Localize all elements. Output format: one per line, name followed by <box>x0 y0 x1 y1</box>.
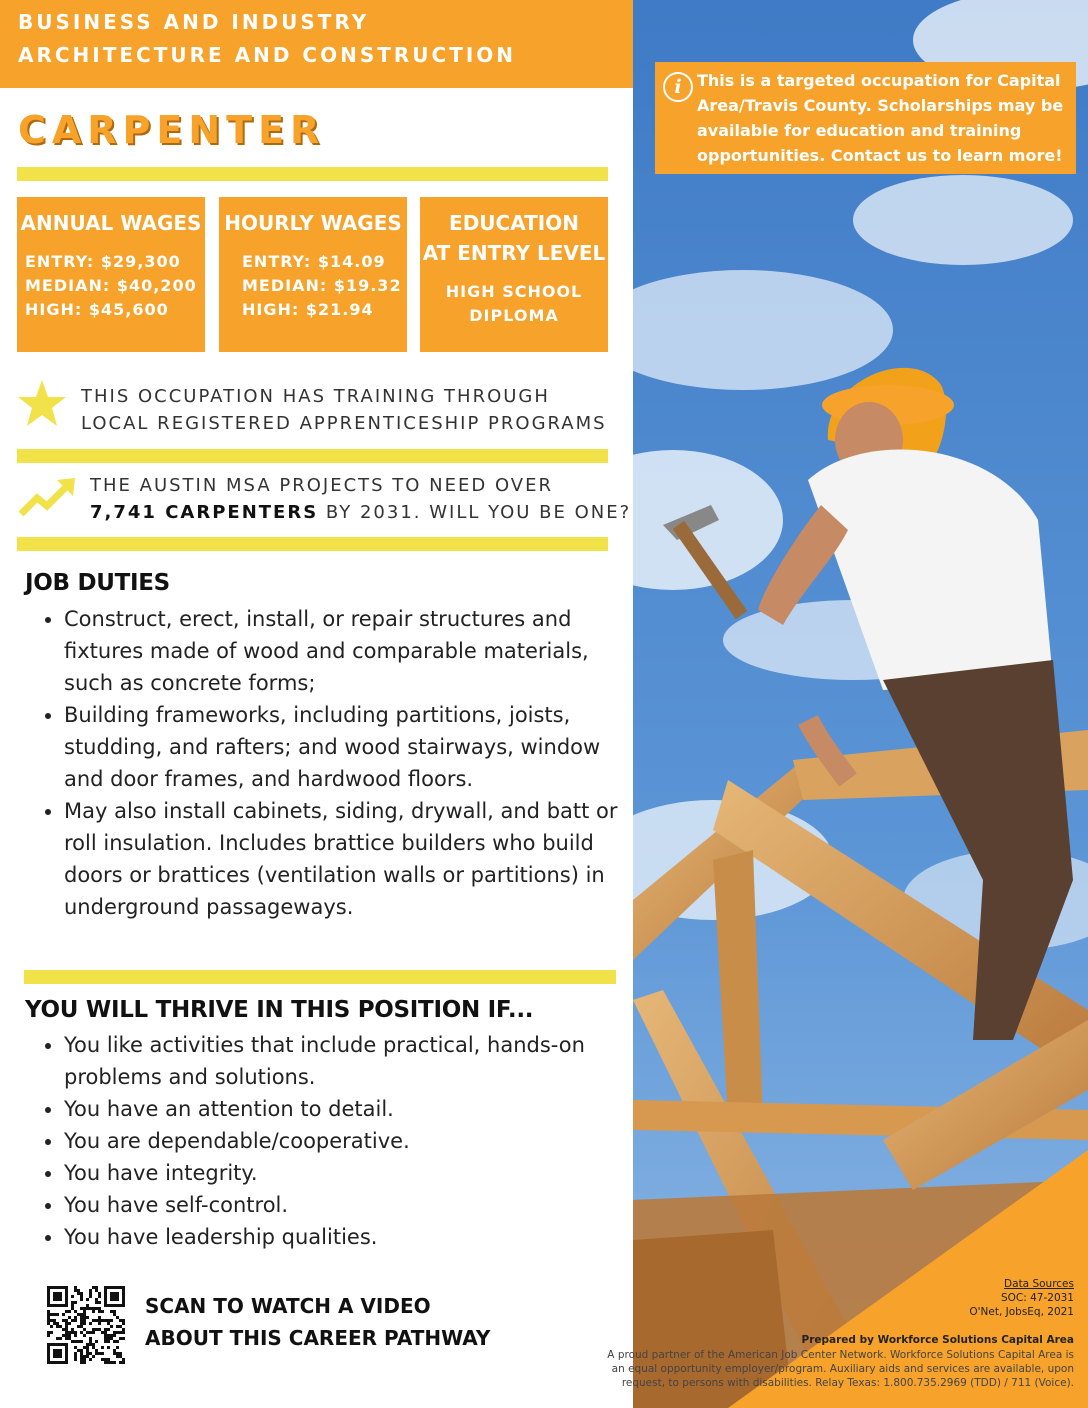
soc-code: SOC: 47-2031 <box>1000 1292 1074 1304</box>
star-icon <box>17 379 67 427</box>
qr-caption <box>145 1290 490 1354</box>
annual-wages-heading: ANNUAL WAGES <box>20 211 202 235</box>
job-duties-list <box>24 603 624 923</box>
prepared-by: Prepared by Workforce Solutions Capital Area <box>801 1334 1074 1346</box>
divider <box>17 537 608 551</box>
education-heading-line1: EDUCATION <box>449 211 579 235</box>
education-value-line1: HIGH SCHOOL <box>445 282 583 301</box>
apprenticeship-line2: LOCAL REGISTERED APPRENTICESHIP PROGRAMS <box>81 413 607 434</box>
education-heading <box>420 208 608 268</box>
divider <box>24 970 616 984</box>
targeted-occupation-text: This is a targeted occupation for Capital Area/Travis County. Scholarships may be available for education and training opportunities. Contact us to learn more! <box>697 71 1064 165</box>
partner-statement <box>607 1348 1074 1390</box>
projection-line2 <box>90 499 631 526</box>
targeted-occupation-box <box>655 62 1076 174</box>
list-item: • You have integrity. <box>64 1157 609 1189</box>
list-item: • You like activities that include practical, hands-on problems and solutions. <box>64 1029 609 1093</box>
annual-wages-box <box>17 197 205 352</box>
hourly-entry: ENTRY: $14.09 <box>242 252 386 271</box>
data-sources-link[interactable]: Data Sources <box>1004 1278 1074 1290</box>
partner-line3: request, to persons with disabilities. Relay Texas: 1.800.735.2969 (TDD) / 711 (Voice). <box>621 1377 1074 1389</box>
data-sources <box>969 1277 1074 1319</box>
projection-count: 7,741 CARPENTERS <box>90 502 319 523</box>
page-title: CARPENTER <box>18 108 326 152</box>
divider <box>17 449 608 463</box>
list-item: • You have leadership qualities. <box>64 1221 609 1253</box>
apprenticeship-text <box>81 383 607 437</box>
partner-line1: A proud partner of the American Job Center Network. Workforce Solutions Capital Area is <box>607 1349 1074 1361</box>
education-value-line2: DIPLOMA <box>469 306 559 325</box>
list-item: • May also install cabinets, siding, drywall, and batt or roll insulation. Includes brattice builders who build doors or brattices (ventilation walls or partitions) in underground passageways. <box>64 795 624 923</box>
thrive-heading: YOU WILL THRIVE IN THIS POSITION IF... <box>25 997 534 1023</box>
list-item: • You have an attention to detail. <box>64 1093 609 1125</box>
list-item: • Building frameworks, including partitions, joists, studding, and rafters; and wood stairways, window and door frames, and hardwood floors. <box>64 699 624 795</box>
apprenticeship-line1: THIS OCCUPATION HAS TRAINING THROUGH <box>81 386 550 407</box>
hourly-wages-box <box>219 197 407 352</box>
trending-up-icon <box>17 476 77 520</box>
sources-list: O'Net, JobsEq, 2021 <box>969 1306 1074 1318</box>
qr-caption-line2: ABOUT THIS CAREER PATHWAY <box>145 1326 491 1350</box>
projection-text <box>90 472 631 526</box>
qr-code[interactable] <box>47 1286 125 1364</box>
partner-line2: an equal opportunity employer/program. Auxiliary aids and services are available, upon <box>611 1363 1074 1375</box>
projection-rest: BY 2031. WILL YOU BE ONE? <box>318 502 632 523</box>
education-box <box>420 197 608 352</box>
job-duties-heading: JOB DUTIES <box>25 570 170 596</box>
education-heading-line2: AT ENTRY LEVEL <box>422 241 606 265</box>
hourly-high: HIGH: $21.94 <box>242 300 374 319</box>
annual-entry: ENTRY: $29,300 <box>25 252 181 271</box>
hourly-median: MEDIAN: $19.32 <box>242 276 402 295</box>
list-item: • Construct, erect, install, or repair structures and fixtures made of wood and comparable materials, such as concrete forms; <box>64 603 624 699</box>
list-item: • You are dependable/cooperative. <box>64 1125 609 1157</box>
header-band <box>0 0 633 88</box>
divider <box>17 167 608 181</box>
qr-caption-line1: SCAN TO WATCH A VIDEO <box>145 1294 431 1318</box>
hourly-wages-heading: HOURLY WAGES <box>224 211 402 235</box>
annual-high: HIGH: $45,600 <box>25 300 169 319</box>
list-item: • You have self-control. <box>64 1189 609 1221</box>
projection-line1: THE AUSTIN MSA PROJECTS TO NEED OVER <box>90 475 553 496</box>
annual-median: MEDIAN: $40,200 <box>25 276 197 295</box>
thrive-list <box>24 1029 609 1253</box>
header-cluster: ARCHITECTURE AND CONSTRUCTION <box>18 43 517 67</box>
info-icon: i <box>663 72 693 102</box>
header-category: BUSINESS AND INDUSTRY <box>18 10 370 34</box>
